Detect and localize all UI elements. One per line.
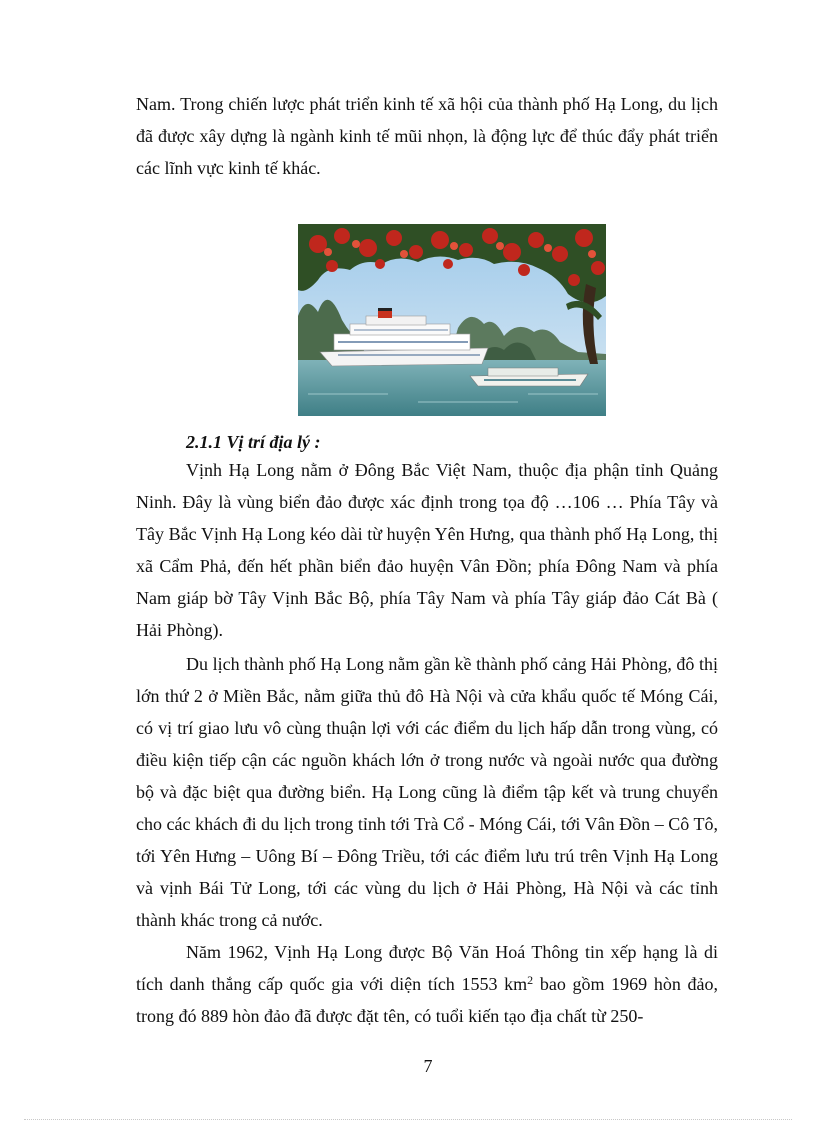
halong-bay-photo [298, 224, 606, 416]
page-bottom-divider [24, 1119, 792, 1120]
tourism-paragraph: Du lịch thành phố Hạ Long nằm gần kề thành phố cảng Hải Phòng, đô thị lớn thứ 2 ở Miền Bắc, nằm giữa thủ đô Hà Nội và cửa khẩu quốc tế Móng Cái, có vị trí giao lưu vô cùng thuận lợi với các điểm du lịch hấp dẫn trong vùng, có điều kiện tiếp cận các nguồn khách lớn ở trong nước và ngoài nước qua đường bộ và đặc biệt qua đường biển. Hạ Long cũng là điểm tập kết và trung chuyển cho các khách đi du lịch trong tỉnh tới Trà Cổ - Móng Cái, tới Vân Đồn – Cô Tô, tới Yên Hưng – Uông Bí – Đông Triều, tới các điểm lưu trú trên Vịnh Hạ Long và vịnh Bái Tử Long, tới các vùng du lịch ở Hải Phòng, Hà Nội và các tỉnh thành khác trong cả nước. [136, 654, 718, 930]
location-paragraph: Vịnh Hạ Long nằm ở Đông Bắc Việt Nam, thuộc địa phận tỉnh Quảng Ninh. Đây là vùng biển đảo được xác định trong tọa độ …106 … Phía Tây và Tây Bắc Vịnh Hạ Long kéo dài từ huyện Yên Hưng, qua thành phố Hạ Long, thị xã Cẩm Phả, đến hết phần biển đảo huyện Vân Đồn; phía Đông Nam và phía Nam giáp bờ Tây Vịnh Bắc Bộ, phía Tây Nam và phía Tây giáp đảo Cát Bà ( Hải Phòng). [136, 460, 718, 640]
intro-paragraph: Nam. Trong chiến lược phát triển kinh tế xã hội của thành phố Hạ Long, du lịch đã được xây dựng là ngành kinh tế mũi nhọn, là động lực để thúc đẩy phát triển các lĩnh vực kinh tế khác. [136, 94, 718, 178]
history-text-before: Năm 1962, Vịnh Hạ Long được Bộ Văn Hoá Thông tin xếp hạng là di tích danh thắng cấp quốc gia với diện tích 1553 km [136, 942, 718, 994]
page-number: 7 [423, 1056, 433, 1076]
section-heading: 2.1.1 Vị trí địa lý : [186, 432, 321, 452]
area-unit-superscript: 2 [527, 973, 534, 987]
history-text-after: bao gồm 1969 hòn đảo, trong đó 889 hòn đảo đã được đặt tên, có tuổi kiến tạo địa chất từ 250- [136, 974, 718, 1026]
cruise-ship-image [298, 224, 606, 416]
history-paragraph [136, 936, 718, 1032]
